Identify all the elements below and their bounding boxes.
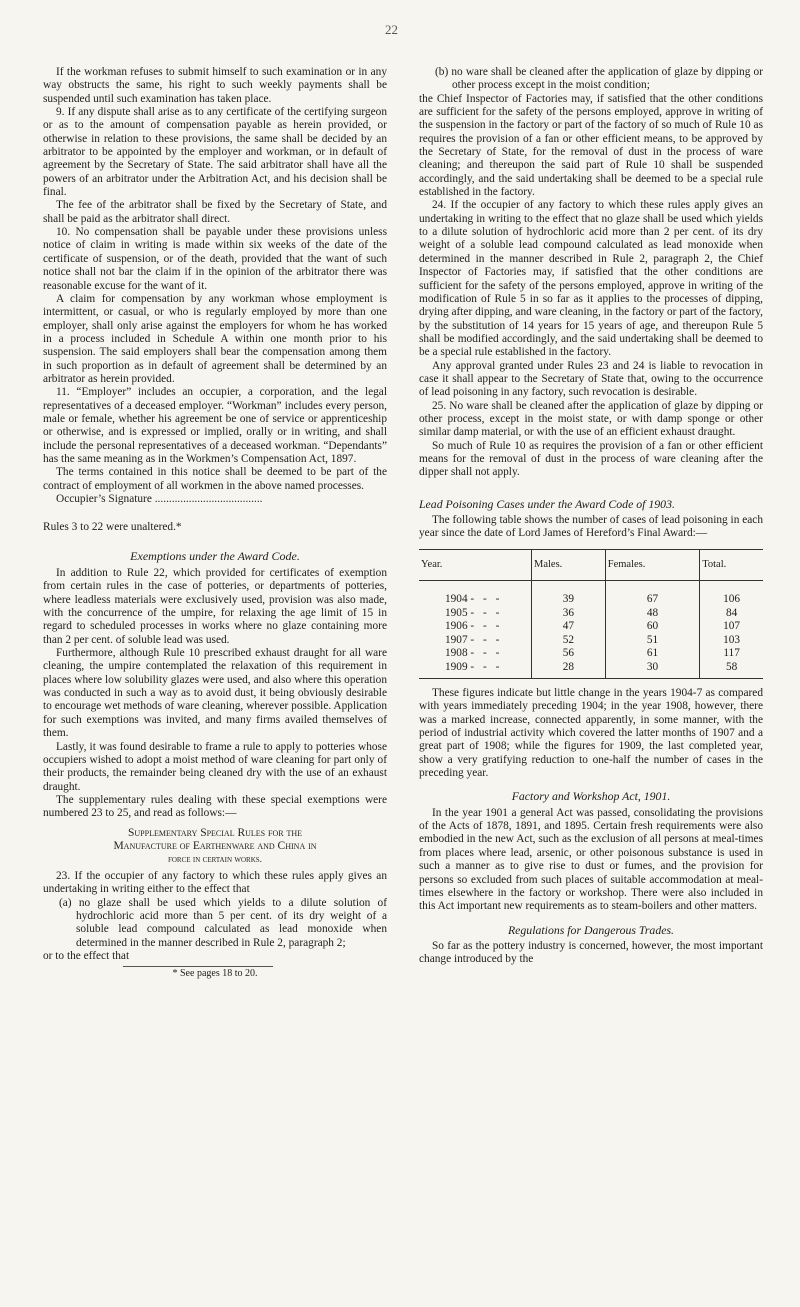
paragraph-rule-23: 23. If the occupier of any factory to which these rules apply gives an undertaking in writing either to the effect that (43, 870, 387, 896)
paragraph: Any approval granted under Rules 23 and 24 is liable to revocation in case it shall appear to the Secretary of State that, owing to the occurrence of lead poisoning in any factory, such revocation is desirable. (419, 359, 763, 399)
paragraph-rule-24: 24. If the occupier of any factory to which these rules apply gives an undertaking in writing to the effect that no glaze shall be used which yields to a dilute solution of hydrochloric acid more than 2 per cent. of its dry weight of a soluble lead compound calculated as lead monoxide when determined in the manner described in Rule 2, paragraph 2, the Chief Inspector of Factories may, if satisfied that the other conditions are sufficient for the safety of the persons employed, approve in writing of the modification of Rule 5 in so far as it applies to the processes of dipping, drying after dipping, and ware cleaning, in the factory or part of the factory, by the substitution of 14 years for 15 years of age, and thereupon Rule 5 shall be modified accordingly, and the said undertaking shall be deemed to be a special rule established in the factory. (419, 199, 763, 359)
paragraph: If the workman refuses to submit himself to such examination or in any way obstructs the same, his right to such weekly payments shall be suspended until such examination has taken place. (43, 66, 387, 105)
paragraph: So much of Rule 10 as requires the provision of a fan or other efficient means for the removal of dust in the process of ware cleaning after the dipper shall not apply. (419, 439, 763, 479)
supplementary-rules-heading (53, 827, 377, 868)
right-column (419, 66, 763, 967)
table-row (419, 634, 763, 648)
table-row (419, 647, 763, 661)
left-column (43, 66, 387, 979)
paragraph: In addition to Rule 22, which provided for certificates of exemption from certain rules in the case of potteries, or departments of potteries, where leadless materials were exclusively used, provision was also made, with the concurrence of the umpire, for relaxing the age limit of 15 in regard to scheduled processes in works where no glaze containing more than 2 per cent. of soluble lead was used. (43, 567, 387, 646)
table-cell-males: 36 (532, 607, 606, 621)
footnote: * See pages 18 to 20. (172, 968, 258, 980)
lead-poisoning-table (419, 549, 763, 679)
signature-dots: ...................................... (154, 493, 263, 505)
table-cell-males: 47 (532, 620, 606, 634)
table-cell-year: 1909 - - - (419, 661, 532, 679)
table-cell-males: 28 (532, 661, 606, 679)
table-cell-total: 84 (700, 607, 763, 621)
paragraph: Lastly, it was found desirable to frame a rule to apply to potteries whose occupiers wished to adopt a moist method of ware cleaning for part only of their products, the remainder being cleaned dry with the use of an exhaust draught. (43, 740, 387, 793)
rule-23-clause-b: (b) no ware shall be cleaned after the application of glaze by dipping or other process except in the moist condition; (435, 66, 763, 92)
footnote-divider (123, 966, 273, 967)
table-cell-males: 52 (532, 634, 606, 648)
table-cell-total: 58 (700, 661, 763, 679)
table-cell-females: 48 (605, 607, 699, 621)
table-cell-total: 103 (700, 634, 763, 648)
table-row (419, 620, 763, 634)
table-cell-males: 39 (532, 581, 606, 607)
column-header-males: Males. (532, 549, 606, 580)
heading-line: Supplementary Special Rules for the (128, 826, 302, 839)
paragraph: The terms contained in this notice shall be deemed to be part of the contract of employment of all workmen in the above named processes. (43, 466, 387, 492)
heading-line: force in certain works. (167, 854, 263, 865)
table-cell-females: 67 (605, 581, 699, 607)
paragraph: In the year 1901 a general Act was passed, consolidating the provisions of the Acts of 1878, 1891, and 1895. Certain fresh requirements were also embodied in the new Act, such as the exclusion of all persons at meal-times from places where lead, arsenic, or other poisonous substance is used in such a manner as to give rise to dust or fumes, and the provision for persons so excluded from such places of suitable accommodation at meal-times elsewhere in the factory or workshop. There were also included in this Act important new requirements as to steam-boilers and other matters. (419, 806, 763, 913)
table-cell-females: 30 (605, 661, 699, 679)
heading-line: Manufacture of Earthenware and China in (113, 840, 317, 853)
table-row (419, 661, 763, 679)
table-cell-total: 106 (700, 581, 763, 607)
table-cell-year: 1906 - - - (445, 620, 503, 633)
paragraph: The following table shows the number of cases of lead poisoning in each year since the date of Lord James of Hereford’s Final Award:— (419, 514, 763, 540)
paragraph: Furthermore, although Rule 10 prescribed exhaust draught for all ware cleaning, the umpire contemplated the relaxation of this requirement in places where low solubility glazes were used, and also where this operation was conducted in such a way as to avoid dust, it being obviously desirable to encourage wet methods of ware cleaning, wherever possible. Application for such exemptions was invited, and many firms availed themselves of them. (43, 647, 387, 740)
table-cell-females: 61 (605, 647, 699, 661)
paragraph: The supplementary rules dealing with these special exemptions were numbered 23 to 25, and read as follows:— (43, 793, 387, 820)
table-cell-females: 51 (605, 634, 699, 648)
signature-label: Occupier’s Signature (56, 493, 152, 505)
rules-unaltered-note: Rules 3 to 22 were unaltered.* (43, 521, 182, 534)
paragraph-rule-25: 25. No ware shall be cleaned after the application of glaze by dipping or other process, except in the moist state, or with damp sponge or other similar damp material, or with the use of an efficient exhaust draught. (419, 399, 763, 439)
rule-23-clause-a: (a) no glaze shall be used which yields to a dilute solution of hydrochloric acid more than 5 per cent. of its dry weight of a soluble lead compound calculated as lead monoxide when determined in the manner described in Rule 2, paragraph 2; (59, 896, 387, 949)
table-cell-males: 56 (532, 647, 606, 661)
paragraph-rule-11: 11. “Employer” includes an occupier, a corporation, and the legal representatives of a deceased employer. “Workman” includes every person, male or female, whether his agreement be one of service or apprenticeship or otherwise, and is expressed or implied, orally or in writing, and shall include the personal representatives of a deceased workman. “Dependants” has the same meaning as in the Workmen’s Compensation Act, 1897. (43, 386, 387, 465)
table-cell-year: 1907 - - - (445, 633, 503, 646)
paragraph: So far as the pottery industry is concerned, however, the most important change introduced by the (419, 939, 763, 966)
lead-poisoning-heading: Lead Poisoning Cases under the Award Code of 1903. (419, 496, 675, 511)
factory-act-heading: Factory and Workshop Act, 1901. (511, 789, 671, 804)
paragraph-rule-9: 9. If any dispute shall arise as to any certificate of the certifying surgeon or as to the amount of compensation payable as herein provided, or otherwise in relation to these provisions, the same shall be decided by an arbitrator to be appointed by the employer and workman, or in default of agreement by the Secretary of State. The said arbitrator shall have all the powers of an arbitrator under the Arbitration Act, and his decision shall be final. (43, 106, 387, 199)
table-header-row (419, 549, 763, 580)
paragraph: The fee of the arbitrator shall be fixed by the Secretary of State, and shall be paid as the arbitrator shall direct. (43, 199, 387, 225)
table-cell-total: 107 (700, 620, 763, 634)
table-cell-total: 117 (700, 647, 763, 661)
table-row (419, 581, 763, 607)
page-number: 22 (385, 22, 398, 37)
paragraph: These figures indicate but little change in the years 1904-7 as compared with years immediately preceding 1904; in the year 1908, however, there was a marked increase, connected apparently, in some manner, with the period of industrial activity which covered the latter months of 1907 and a great part of 1908; while the figures for 1909, the last completed year, show a very gratifying reduction to one-half the number of cases in the preceding year. (419, 687, 763, 780)
table-cell-year: 1905 - - - (445, 606, 503, 619)
table-cell-females: 60 (605, 620, 699, 634)
exemptions-heading: Exemptions under the Award Code. (130, 548, 300, 563)
regulations-heading: Regulations for Dangerous Trades. (507, 922, 675, 937)
paragraph: the Chief Inspector of Factories may, if satisfied that the other conditions are sufficient for the safety of the persons employed, approve in writing of the suspension in the factory or part of the factory of so much of Rule 10 as requires the provision of a fan or other efficient means, to be approved by the Secretary of State, for the removal of dust in the process of ware cleaning; and thereupon the said part of Rule 10 shall be suspended accordingly, and the said undertaking shall be deemed to be a special rule established in the factory. (419, 92, 763, 199)
table-row (419, 607, 763, 621)
column-header-females: Females. (605, 549, 699, 580)
signature-line (43, 493, 387, 506)
paragraph-rule-10: 10. No compensation shall be payable under these provisions unless notice of claim in writing is made within six weeks of the date of the certificate of suspension, or of the death, provided that the want of such notice shall not bar the claim if in the opinion of the arbitrator there was reasonable excuse for the want of it. (43, 226, 387, 292)
column-header-total: Total. (700, 549, 763, 580)
table-cell-year: 1908 - - - (445, 647, 503, 660)
paragraph: A claim for compensation by any workman whose employment is intermittent, or casual, or who is regularly employed by more than one employer, shall only arise against the employers for whom he has worked in a process included in Schedule A within one month prior to his suspension. The said employers shall bear the compensation among them in such proportion as in default of agreement shall be determined by an arbitrator as herein provided. (43, 292, 387, 385)
table-cell-year: 1904 - - - (445, 593, 503, 606)
paragraph: or to the effect that (43, 950, 130, 963)
column-header-year: Year. (419, 549, 532, 580)
